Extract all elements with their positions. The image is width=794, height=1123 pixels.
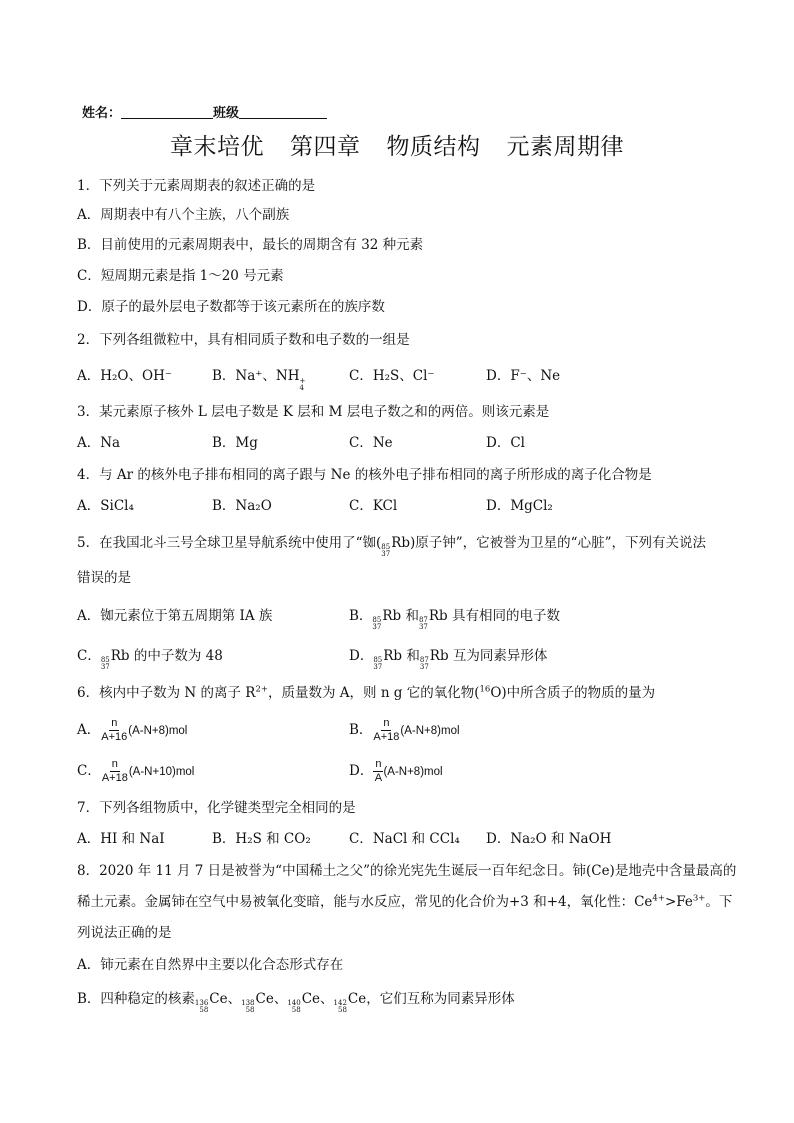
name-class-line <box>82 102 327 121</box>
q6-option-c: C． $\frac{n}{A+18}$ (A-N+10)mol <box>77 758 195 784</box>
q6-option-b: B． $\frac{n}{A+18}$ (A-N+8)mol <box>349 717 460 743</box>
q1-option-a: A．周期表中有八个主族，八个副族 <box>77 207 290 223</box>
q4-option-d: D．MgCl₂ <box>486 498 553 514</box>
name-label: 姓名： <box>82 106 122 121</box>
q8-stem-line2: 稀土元素。金属铈在空气中易被氧化变暗，能与水反应，常见的化合价为+3 和+4，氧化性：$Ce^{4+}>Fe^{3+}$。下 <box>77 893 733 910</box>
q3-stem: 3．某元素原子核外 L 层电子数是 K 层和 M 层电子数之和的两倍。则该元素是 <box>77 404 550 420</box>
q3-option-d: D．Cl <box>486 435 525 451</box>
q5-option-d: D． 85 37 Rb 和 87 37 Rb 互为同素异形体 <box>349 648 548 671</box>
q2-option-d: D．F⁻、Ne <box>486 368 561 384</box>
q5-option-a: A．铷元素位于第五周期第 IA 族 <box>77 608 273 624</box>
q1-option-b: B．目前使用的元素周期表中，最长的周期含有 32 种元素 <box>77 237 424 253</box>
q2-option-a: A．H₂O、OH⁻ <box>77 368 172 384</box>
page-title: 章末培优 第四章 物质结构 元素周期律 <box>170 134 624 160</box>
q2-stem: 2．下列各组微粒中，具有相同质子数和电子数的一组是 <box>77 332 410 348</box>
q7-option-a: A．HI 和 NaI <box>77 831 165 847</box>
name-blank[interactable] <box>121 118 213 119</box>
class-label: 班级 <box>213 106 240 121</box>
q5-stem-line2: 错误的是 <box>77 570 131 586</box>
q8-option-a: A．铈元素在自然界中主要以化合态形式存在 <box>77 957 344 973</box>
q3-option-a: A．Na <box>77 435 121 451</box>
q3-option-c: C．Ne <box>349 435 393 451</box>
q2-option-c: C．H₂S、Cl⁻ <box>349 368 435 384</box>
q8-stem-line3: 列说法正确的是 <box>77 925 172 941</box>
q4-option-a: A．SiCl₄ <box>77 498 134 514</box>
q5-stem-line1: 5．在我国北斗三号全球卫星导航系统中使用了“铷( 85 37 Rb)原子钟”，它被誉为卫星的“心脏”，下列有关说法 <box>77 535 706 558</box>
q7-option-c: C．NaCl 和 CCl₄ <box>349 831 460 847</box>
q8-option-b: B．四种稳定的核素 136 58 Ce、 138 58 Ce、 140 58 Ce、 142 58 Ce，它们互称为同素异形体 <box>77 991 515 1014</box>
q6-option-d: D． $\frac{n}{A}$ (A-N+8)mol <box>349 758 443 784</box>
q6-stem: 6．核内中子数为 N 的离子 $R^{2+}$，质量数为 A，则 n g 它的氧化物($^{16}$O)中所含质子的物质的量为 <box>77 684 656 701</box>
q5-option-c: C． 85 37 Rb 的中子数为 48 <box>77 648 223 671</box>
q4-option-b: B．Na₂O <box>212 498 272 514</box>
q8-stem-line1: 8．2020 年 11 月 7 日是被誉为“中国稀土之父”的徐光宪先生诞辰一百年纪念日。铈(Ce)是地壳中含量最高的 <box>77 863 737 879</box>
q1-option-c: C．短周期元素是指 1～20 号元素 <box>77 268 284 284</box>
q1-stem: 1．下列关于元素周期表的叙述正确的是 <box>77 178 316 194</box>
q6-option-a: A． $\frac{n}{A+16}$ (A-N+8)mol <box>77 717 188 743</box>
q1-option-d: D．原子的最外层电子数都等于该元素所在的族序数 <box>77 299 385 315</box>
q4-stem: 4．与 Ar 的核外电子排布相同的离子跟与 Ne 的核外电子排布相同的离子所形成的离子化合物是 <box>77 467 652 483</box>
class-blank[interactable] <box>239 118 327 119</box>
q7-option-b: B．H₂S 和 CO₂ <box>212 831 311 847</box>
q2-option-b: B．Na⁺、NH + 4 <box>212 368 306 392</box>
q5-option-b: B． 85 37 Rb 和 87 37 Rb 具有相同的电子数 <box>349 608 560 631</box>
q7-stem: 7．下列各组物质中，化学键类型完全相同的是 <box>77 800 356 816</box>
q3-option-b: B．Mg <box>212 435 258 451</box>
q7-option-d: D．Na₂O 和 NaOH <box>486 831 612 847</box>
q4-option-c: C．KCl <box>349 498 398 514</box>
